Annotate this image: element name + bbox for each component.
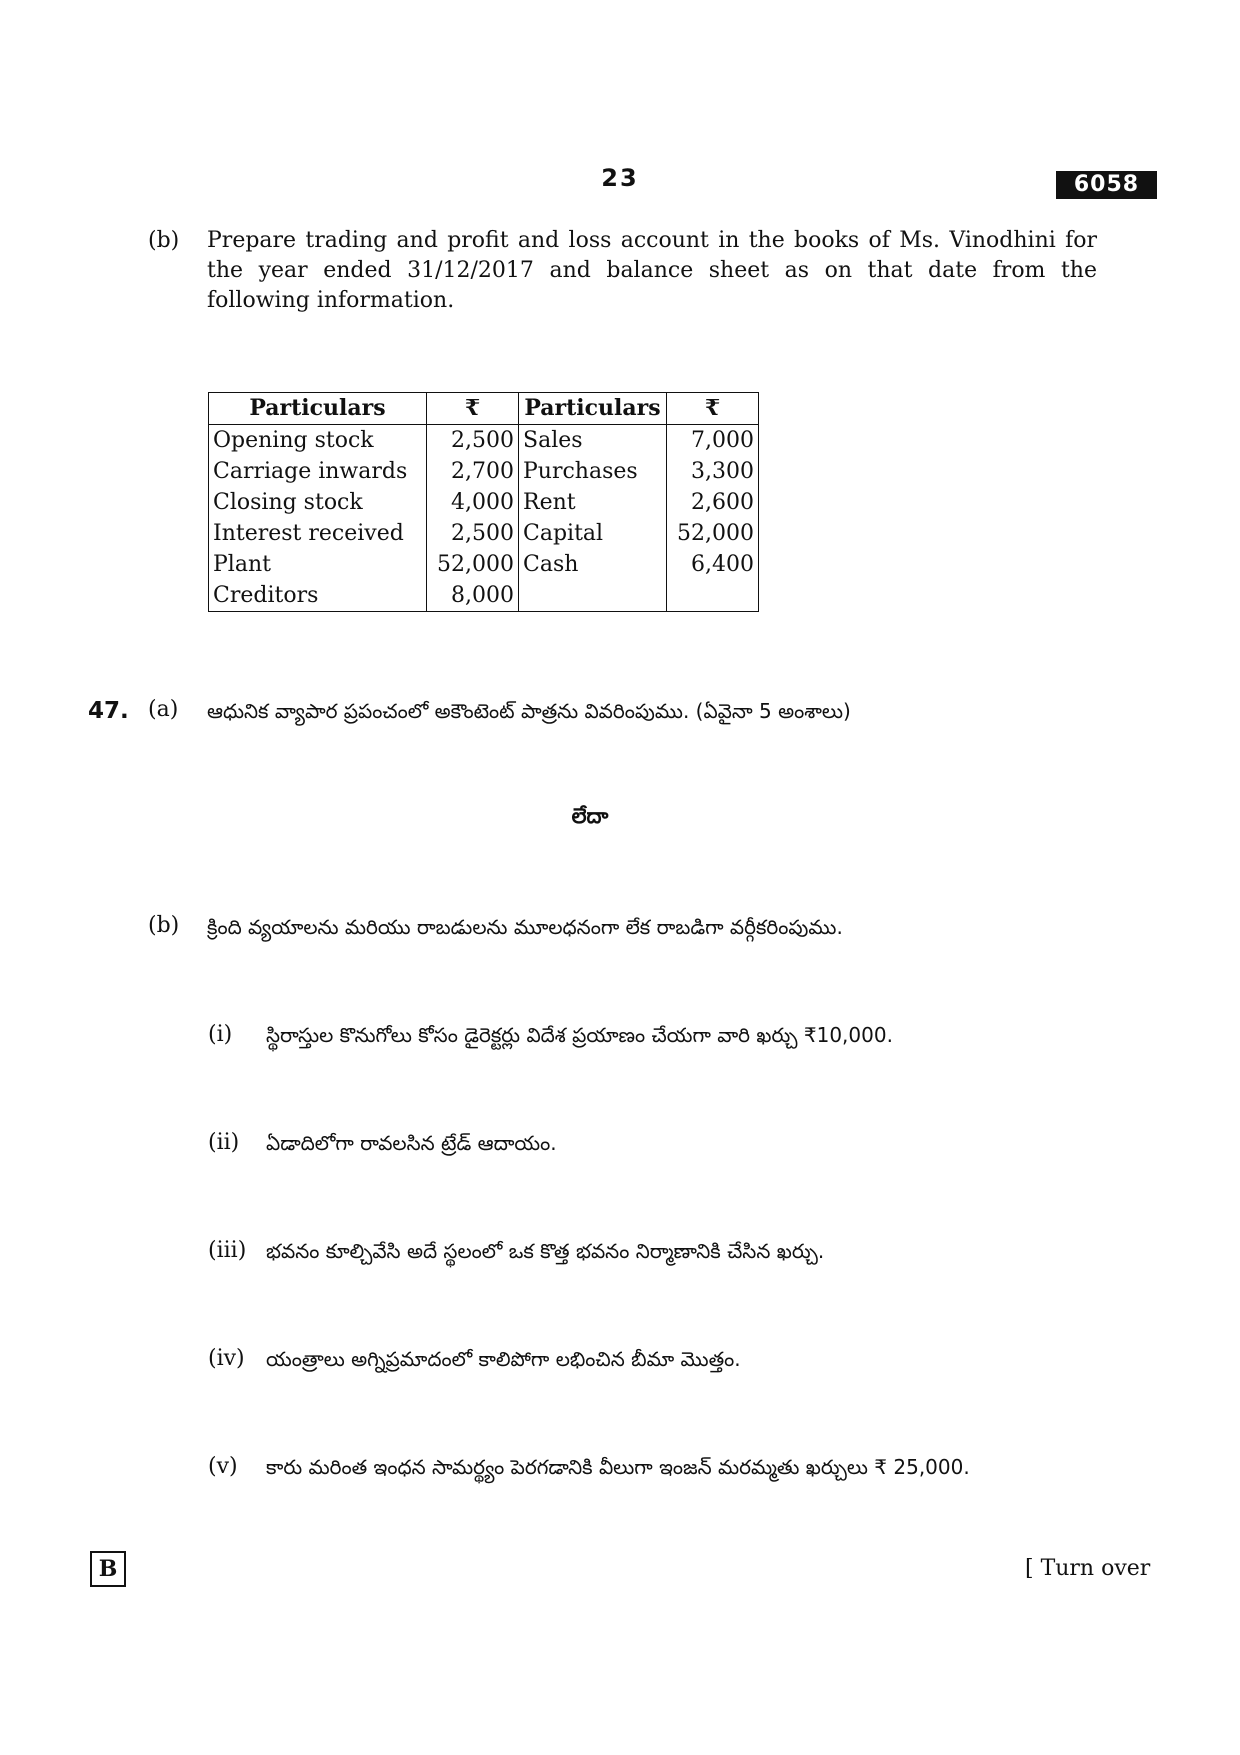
paper-code-badge: 6058 [1056,171,1157,199]
sub-item-text: స్థిరాస్తుల కొనుగోలు కోసం డైరెక్టర్లు విదేశ ప్రయాణం చేయగా వారి ఖర్చు ₹10,000. [266,1023,893,1047]
table-row [209,425,759,457]
table-cell: 52,000 [427,549,519,580]
turn-over-text: [ Turn over [1025,1556,1151,1581]
series-code-box: B [90,1551,126,1587]
header-amount-left: ₹ [427,393,519,425]
table-cell: 3,300 [667,456,759,487]
table-row [209,487,759,518]
sub-item-label: (i) [208,1022,233,1047]
page-number: 23 [601,164,639,192]
sub-item-label: (iii) [208,1238,247,1263]
q46b-question-text: Prepare trading and profit and loss account in the books of Ms. Vinodhini for the year ended 31/12/2017 and balance sheet as on that date from the following information. [207,228,1097,313]
question-number-47: 47. [88,698,129,724]
q47b-question-text: క్రింది వ్యయాలను మరియు రాబడులను మూలధనంగా లేక రాబడిగా వర్గీకరింపుము. [207,915,843,939]
sub-item-text: కారు మరింత ఇంధన సామర్థ్యం పెరగడానికి వీలుగా ఇంజన్ మరమ్మతు ఖర్చులు ₹ 25,000. [266,1455,970,1479]
table-cell [667,580,759,612]
sub-item-text: భవనం కూల్చివేసి అదే స్థలంలో ఒక కొత్త భవనం నిర్మాణానికి చేసిన ఖర్చు. [266,1239,825,1263]
table-cell: Plant [209,549,427,580]
table-row [209,518,759,549]
ledger-table [208,392,759,612]
ledger-header-row [209,393,759,425]
sub-item-label: (iv) [208,1346,245,1371]
table-cell: 2,700 [427,456,519,487]
table-cell: Sales [519,425,667,457]
sub-item-label: (ii) [208,1130,240,1155]
table-cell: 52,000 [667,518,759,549]
header-particulars-left: Particulars [209,393,427,425]
table-cell: Interest received [209,518,427,549]
header-particulars-right: Particulars [519,393,667,425]
sub-item-text: యంత్రాలు అగ్నిప్రమాదంలో కాలిపోగా లభించిన బీమా మొత్తం. [266,1347,741,1371]
table-cell: Purchases [519,456,667,487]
table-row [209,456,759,487]
table-cell: 4,000 [427,487,519,518]
table-cell: Carriage inwards [209,456,427,487]
table-row [209,580,759,612]
q47a-label: (a) [148,697,179,722]
table-cell: 2,500 [427,425,519,457]
q47a-question-text: ఆధునిక వ్యాపార ప్రపంచంలో అకౌంటెంట్ పాత్రను వివరింపుము. (ఏవైనా 5 అంశాలు) [207,699,851,723]
table-cell [519,580,667,612]
sub-item-label: (v) [208,1454,238,1479]
or-divider-text: లేదా [571,804,609,828]
table-cell: 2,500 [427,518,519,549]
table-cell: 6,400 [667,549,759,580]
table-cell: Closing stock [209,487,427,518]
table-cell: Cash [519,549,667,580]
table-row [209,549,759,580]
table-cell: 2,600 [667,487,759,518]
header-amount-right: ₹ [667,393,759,425]
table-cell: Capital [519,518,667,549]
table-cell: Opening stock [209,425,427,457]
table-cell: Rent [519,487,667,518]
sub-item-text: ఏడాదిలోగా రావలసిన ట్రేడ్ ఆదాయం. [266,1131,557,1155]
q47b-label: (b) [148,913,180,938]
table-cell: Creditors [209,580,427,612]
q46b-label: (b) [148,228,180,253]
table-cell: 7,000 [667,425,759,457]
table-cell: 8,000 [427,580,519,612]
